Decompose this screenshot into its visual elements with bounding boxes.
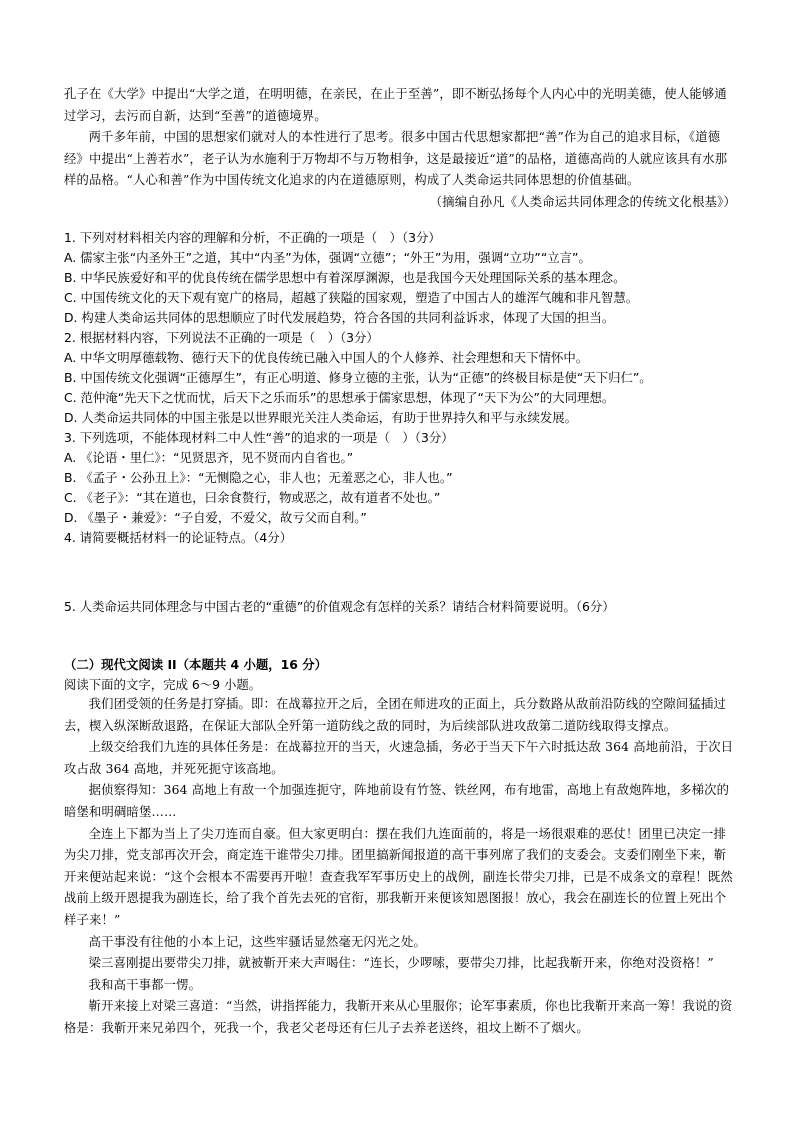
paragraph: 两千多年前，中国的思想家们就对人的本性进行了思考。很多中国古代思想家都把“善”作为自己的追求目标，《道德经》中提出“上善若水”，老子认为水施利于万物却不与万物相争，这是最接近“道”的品格，道德高尚的人就应该具有水那样的品格。“人心和善”作为中国传统文化追求的内在道德原则，构成了人类命运共同体思想的价值基础。 [64,130,728,188]
paragraph: 我们团受领的任务是打穿插。即：在战幕拉开之后，全团在师进攻的正面上，兵分数路从敌前沿防线的空隙间猛插过去，楔入纵深断敌退路，在保证大部队全歼第一道防线之敌的同时，为后续部队进攻敌第二道防线取得支撑点。 [64,697,726,733]
option-c: C. 《老子》：“其在道也，曰余食赘行，物或恶之，故有道者不处也。” [64,490,441,505]
option-d: D. 人类命运共同体的中国主张是以世界眼光关注人类命运，有助于世界持久和平与永续发展。 [64,410,578,425]
paragraph: 上级交给我们九连的具体任务是：在战幕拉开的当天，火速急插，务必于当天下午六时抵达敌 364 高地前沿，于次日攻占敌 364 高地，并死死扼守该高地。 [64,740,734,776]
option-d: D. 《墨子・兼爱》：“子自爱，不爱父，故亏父而自利。” [64,510,367,525]
question-3-stem: 3. 下列选项，不能体现材料二中人性“善”的追求的一项是（ ）（3分） [64,430,454,445]
section-2-header [64,655,736,695]
question-5-text: 5. 人类命运共同体理念与中国古老的“重德”的价值观念有怎样的关系？请结合材料简要说明。（6分） [64,599,615,614]
questions-block [64,228,736,548]
reading-passage [64,694,736,1040]
material-excerpt [64,84,736,214]
question-5 [64,597,736,617]
source-citation: （摘编自孙凡《人类命运共同体理念的传统文化根基》） [429,194,736,209]
paragraph: 据侦察得知：364 高地上有敌一个加强连扼守，阵地前设有竹签、铁丝网，布有地雷，高地上有敌炮阵地，多梯次的暗堡和明碉暗堡…… [64,783,730,819]
section-instruction: 阅读下面的文字，完成 6～9 小题。 [64,677,262,692]
option-c: C. 范仲淹“先天下之忧而忧，后天下之乐而乐”的思想承于儒家思想，体现了“天下为公”的大同理想。 [64,390,615,405]
option-c: C. 中国传统文化的天下观有宽广的格局，超越了狭隘的国家观，塑造了中国古人的雄浑气魄和非凡智慧。 [64,290,639,305]
paragraph: 我和高干事都一愣。 [88,977,202,992]
paragraph: 梁三喜刚提出要带尖刀排，就被靳开来大声喝住：“连长，少啰嗦，要带尖刀排，比起我靳开来，你绝对没资格！” [88,956,714,971]
question-2-stem: 2. 根据材料内容，下列说法不正确的一项是（ ）（3分） [64,330,379,345]
paragraph: 全连上下都为当上了尖刀连而自豪。但大家更明白：摆在我们九连面前的，将是一场很艰难的恶仗！团里已决定一排为尖刀排，党支部再次开会，商定连干谁带尖刀排。团里搞新闻报道的高干事列席了我们的支委会。支委们刚坐下来，靳开来便站起来说：“这个会根本不需要再开啦！查查我军军事历史上的战例，副连长带尖刀排，已是不成条文的章程！既然战前上级开恩提我为副连长，给了我个首先去死的官衔，那我靳开来便该知恩图报！放心，我会在副连长的位置上死出个样子来！” [64,826,733,927]
paragraph: 靳开来接上对梁三喜道：“当然，讲指挥能力，我靳开来从心里服你；论军事素质，你也比我靳开来高一筹！我说的资格是：我靳开来兄弟四个，死我一个，我老父老母还有仨儿子去养老送终，祖坟上断不了烟火。 [64,999,733,1035]
option-a: A. 儒家主张“内圣外王”之道，其中“内圣”为体，强调“立德”；“外王”为用，强调“立功”“立言”。 [64,250,591,265]
question-1-stem: 1. 下列对材料相关内容的理解和分析，不正确的一项是（ ）（3分） [64,230,441,245]
option-d: D. 构建人类命运共同体的思想顺应了时代发展趋势，符合各国的共同利益诉求，体现了大国的担当。 [64,310,615,325]
paragraph: 孔子在《大学》中提出“大学之道，在明明德，在亲民，在止于至善”，即不断弘扬每个人内心中的光明美德，使人能够通过学习，去污而自新，达到“至善”的道德境界。 [64,87,727,123]
option-a: A. 《论语・里仁》：“见贤思齐，见不贤而内自省也。” [64,450,354,465]
option-b: B. 中华民族爱好和平的优良传统在儒学思想中有着深厚渊源，也是我国今天处理国际关系的基本理念。 [64,270,626,285]
section-heading: （二）现代文阅读 II（本题共 4 小题，16 分） [64,657,327,672]
paragraph: 高干事没有往他的小本上记，这些牢骚话显然毫无闪光之处。 [88,934,427,949]
option-b: B. 《孟子・公孙丑上》：“无恻隐之心，非人也；无羞恶之心，非人也。” [64,470,453,485]
question-4: 4. 请简要概括材料一的论证特点。（4分） [64,530,293,545]
option-b: B. 中国传统文化强调“正德厚生”，有正心明道、修身立德的主张，认为“正德”的终极目标是使“天下归仁”。 [64,370,652,385]
option-a: A. 中华文明厚德载物、德行天下的优良传统已融入中国人的个人修养、社会理想和天下情怀中。 [64,350,589,365]
